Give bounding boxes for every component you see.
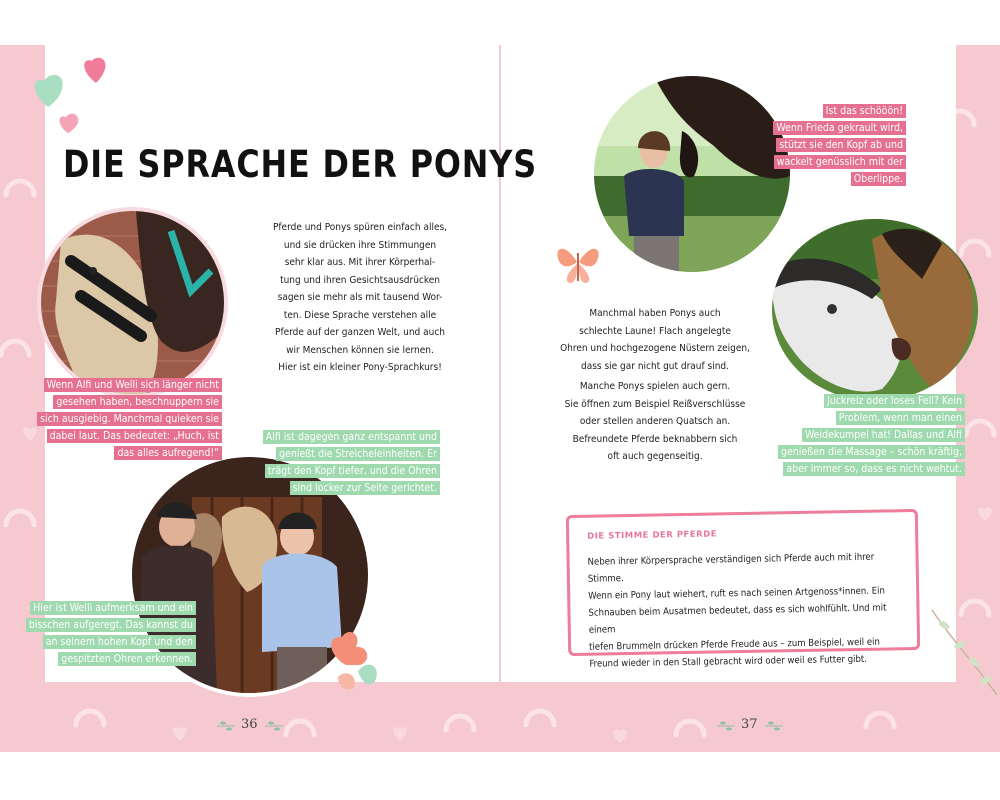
intro-line: sagen sie mehr als mit tausend Wor- — [277, 292, 443, 303]
play-line: Befreundete Pferde beknabbern sich — [572, 433, 738, 445]
caption-line: Wenn Frieda gekrault wird, — [773, 121, 906, 135]
caption-sniffing — [30, 377, 222, 462]
page-title: DIE SPRACHE DER PONYS — [63, 143, 537, 186]
intro-text — [256, 219, 464, 377]
photo-horses-sniffing — [37, 207, 228, 398]
mood-line: Ohren und hochgezogene Nüstern zeigen, — [560, 343, 750, 354]
intro-line: und sie drücken ihre Stimmungen — [283, 239, 437, 251]
caption-line: genießt die Streicheleinheiten. Er — [276, 447, 440, 461]
caption-line: bisschen aufgeregt. Das kannst du — [26, 618, 196, 632]
caption-line: gesehen haben, beschnuppern sie — [53, 395, 222, 409]
caption-line: das alles aufregend!“ — [114, 446, 222, 460]
info-box-line: Freund wieder in den Stall gebracht wird oder weil es Futter gibt. — [589, 653, 868, 670]
caption-line: aber immer so, dass es nicht wehtut. — [783, 462, 965, 476]
photo-horses-grooming — [772, 219, 978, 401]
caption-grooming — [760, 393, 965, 478]
play-line: Manche Ponys spielen auch gern. — [579, 381, 731, 392]
mood-line: schlechte Laune! Flach angelegte — [579, 325, 731, 337]
info-box-voice — [566, 509, 920, 670]
intro-line: tung und ihren Gesichtsausdrücken — [280, 274, 440, 286]
caption-line: Problem, wenn man einen — [836, 411, 965, 425]
caption-line: an seinem hohen Kopf und den — [43, 635, 196, 649]
play-line: Sie öffnen zum Beispiel Reißverschlüsse — [564, 398, 746, 410]
caption-line: sich ausgiebig. Manchmal quieken sie — [37, 412, 222, 426]
caption-line: trägt den Kopf tiefer, und die Ohren — [265, 464, 440, 478]
caption-line: dabei laut. Das bedeutet: „Huch, ist — [47, 429, 222, 443]
intro-line: Pferde auf der ganzen Welt, und auch — [275, 327, 445, 338]
caption-line: Juckreiz oder loses Fell? Kein — [824, 394, 965, 408]
caption-frieda — [740, 103, 906, 188]
intro-line: sehr klar aus. Mit ihrer Körperhal- — [284, 257, 436, 268]
page-number-left: 36 — [241, 717, 258, 732]
mood-line: dass sie gar nicht gut drauf sind. — [581, 360, 729, 372]
caption-line: stützt sie den Kopf ab und — [776, 138, 906, 152]
info-box-line: Neben ihrer Körpersprache verständigen sich Pferde auch mit ihrer Stimme. — [587, 551, 875, 585]
caption-line: Weidekumpel hat! Dallas und Alfi — [802, 428, 965, 442]
caption-line: wackelt genüsslich mit der — [774, 155, 906, 169]
mood-line: Manchmal haben Ponys auch — [589, 308, 721, 319]
caption-line: Alfi ist dagegen ganz entspannt und — [263, 430, 440, 444]
caption-line: Wenn Alfi und Welli sich länger nicht — [44, 378, 222, 392]
caption-line: genießen die Massage – schön kräftig, — [778, 445, 965, 459]
info-box-line: tiefen Brummeln drücken Pferde Freude aus – zum Beispiel, weil ein — [589, 636, 880, 653]
caption-line: Oberlippe. — [851, 172, 906, 186]
hearts-decoration-icon — [28, 55, 113, 140]
info-box-text — [587, 548, 909, 673]
intro-line: Pferde und Ponys spüren einfach alles, — [272, 222, 448, 233]
play-line: oft auch gegenseitig. — [607, 451, 703, 462]
info-box-line: Schnauben beim Ausatmen bedeutet, dass es sich wohlfühlt. Und mit einem — [588, 602, 887, 636]
play-line: oder stellen anderen Quatsch an. — [579, 416, 731, 427]
caption-line: sind locker zur Seite gerichtet. — [290, 481, 440, 495]
caption-line: gespitzten Ohren erkennen. — [58, 652, 196, 666]
flower-decoration-icon — [318, 625, 384, 695]
intro-line: wir Menschen können sie lernen. — [286, 344, 434, 356]
info-box-line: Wenn ein Pony laut wiehert, ruft es nach seinen Artgenoss*innen. Ein — [588, 585, 886, 602]
caption-line: Hier ist Welli aufmerksam und ein — [30, 601, 196, 615]
branch-decoration-icon — [922, 600, 1000, 700]
intro-line: Hier ist ein kleiner Pony-Sprachkurs! — [278, 362, 442, 373]
caption-relaxed — [240, 429, 440, 497]
info-box-title: DIE STIMME DER PFERDE — [587, 529, 718, 542]
butterfly-icon — [555, 237, 601, 287]
play-text — [545, 378, 765, 466]
caption-alert — [20, 600, 196, 668]
page-number-right: 37 — [741, 717, 758, 732]
mood-text — [545, 305, 765, 375]
intro-line: ten. Diese Sprache verstehen alle — [283, 309, 437, 321]
caption-line: Ist das schööön! — [823, 104, 906, 118]
